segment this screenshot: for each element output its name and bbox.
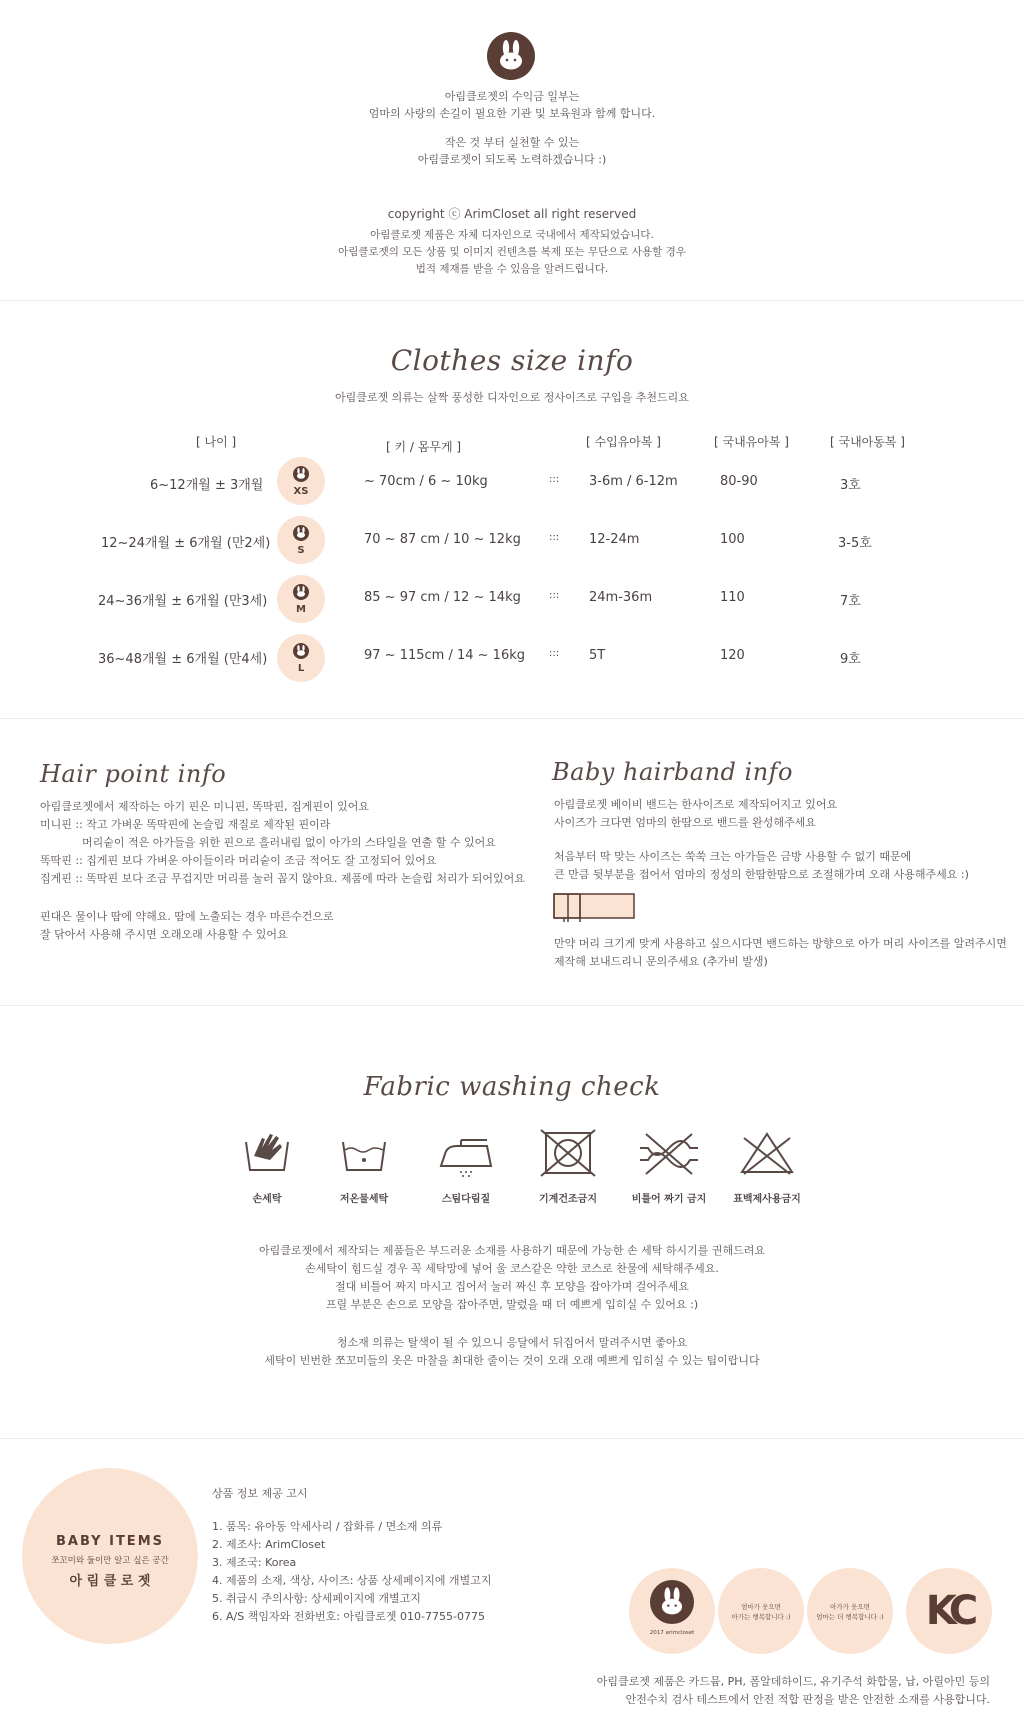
hair-point-text xyxy=(40,798,525,888)
notice-title: 상품 정보 제공 고시 xyxy=(212,1487,308,1500)
notice-item: 6. A/S 책임자와 전화번호: 아림클로젯 010-7755-0775 xyxy=(212,1610,485,1623)
divider xyxy=(0,1005,1024,1006)
divider xyxy=(0,718,1024,719)
row-domestic-infant: 110 xyxy=(720,590,745,605)
hairband-icon xyxy=(552,890,636,924)
no-wring-icon xyxy=(634,1128,704,1178)
icon-label: 비틀어 짜기 금지 xyxy=(631,1194,707,1205)
size-label: XS xyxy=(293,486,309,497)
notice-item: 4. 제품의 소재, 색상, 사이즈: 상품 상세페이지에 개별고지 xyxy=(212,1574,492,1587)
size-info-title: Clothes size info xyxy=(390,344,634,377)
steam-iron-icon xyxy=(431,1128,501,1178)
hairband-text-2 xyxy=(554,848,969,884)
row-domestic-child: 3-5호 xyxy=(838,536,872,551)
intro-line: 아림클로젯의 수익금 일부는 xyxy=(444,90,580,103)
size-badge-xs xyxy=(277,457,325,505)
washing-line: 프릴 부분은 손으로 모양을 잡아주면, 말렸을 때 더 예쁘게 입히실 수 있어요 :) xyxy=(325,1298,699,1311)
notice-line: 아림클로젯 제품은 자체 디자인으로 국내에서 제작되었습니다. xyxy=(370,229,654,241)
notice-item: 1. 품목: 유아동 악세사리 / 잡화류 / 면소재 의류 xyxy=(212,1520,443,1533)
brand-name: 아 림 클 로 젯 xyxy=(69,1574,151,1589)
message-badge-baby xyxy=(807,1568,893,1654)
hair-line: 미니핀 :: 작고 가벼운 똑딱핀에 논슬립 재질로 제작된 핀이라 xyxy=(40,818,331,831)
hair-line: 머리숱이 적은 아가들을 위한 핀으로 흘러내림 없이 아가의 스타일을 연출 할 수 있어요 xyxy=(82,836,496,849)
divider xyxy=(0,1438,1024,1439)
washing-title: Fabric washing check xyxy=(363,1072,661,1102)
no-tumble-dry-icon xyxy=(533,1128,603,1178)
notice-line: 아림클로젯의 모든 상품 및 이미지 컨텐츠를 복제 또는 무단으로 사용할 경우 xyxy=(338,246,686,258)
hairband-line: 만약 머리 크기게 맞게 사용하고 싶으시다면 밴드하는 방향으로 아가 머리 사이즈를 알려주시면 xyxy=(554,937,1007,950)
hairband-line: 사이즈가 크다면 엄마의 한땀으로 밴드를 완성해주세요 xyxy=(554,816,816,829)
icon-label: 표백제사용금지 xyxy=(733,1194,801,1205)
bunny-icon xyxy=(277,516,325,546)
hair-line: 똑딱핀 :: 집게핀 보다 가벼운 아이들이라 머리숱이 조금 적어도 잘 고정되어 있어요 xyxy=(40,854,437,867)
hairband-text-3 xyxy=(554,935,1007,971)
row-height-weight: ~ 70cm / 6 ~ 10kg xyxy=(364,474,488,489)
bunny-icon xyxy=(277,575,325,605)
notice-list xyxy=(212,1518,491,1626)
row-separator: ::: xyxy=(549,648,560,659)
icon-label: 스팀다림질 xyxy=(441,1194,491,1205)
bunny-icon xyxy=(277,634,325,664)
size-label: M xyxy=(296,604,306,615)
row-separator: ::: xyxy=(549,474,560,485)
notice-item: 2. 제조사: ArimCloset xyxy=(212,1538,326,1551)
washing-line: 세탁이 빈번한 쪼꼬미들의 옷은 마찰을 최대한 줄이는 것이 오래 오래 예쁘게 입히실 수 있는 팁이랍니다 xyxy=(264,1354,760,1367)
badge-line: 엄마는 더 행복합니다 :) xyxy=(816,1613,884,1621)
header-age: [ 나이 ] xyxy=(196,435,237,449)
safety-notice xyxy=(480,1673,990,1709)
divider xyxy=(0,300,1024,301)
hair-point-title: Hair point info xyxy=(40,760,227,788)
row-import: 3-6m / 6-12m xyxy=(589,474,678,489)
brand-top: BABY ITEMS xyxy=(56,1534,164,1549)
hairband-line: 제작해 보내드리니 문의주세요 (추가비 발생) xyxy=(554,955,768,968)
safety-line: 아림클로젯 제품은 카드뮴, PH, 폼알데하이드, 유기주석 화합물, 납, 아릴아민 등의 xyxy=(596,1675,990,1688)
intro-text xyxy=(0,88,1024,122)
badge-line: 아가가 웃으면 xyxy=(830,1603,870,1611)
washing-line: 손세탁이 힘드실 경우 꼭 세탁망에 넣어 울 코스같은 약한 코스로 찬물에 세탁해주세요. xyxy=(305,1262,719,1275)
safety-line: 안전수치 검사 테스트에서 안전 적합 판정을 받은 안전한 소재를 사용합니다. xyxy=(625,1693,990,1706)
washing-line: 절대 비틀어 짜지 마시고 집어서 눌러 짜신 후 모양을 잡아가며 걸어주세요 xyxy=(335,1280,689,1293)
kc-mark-icon: KC xyxy=(925,1588,973,1634)
hairband-line: 아림클로젯 베이비 밴드는 한사이즈로 제작되어지고 있어요 xyxy=(554,798,838,811)
row-age: 36~48개월 ± 6개월 (만4세) xyxy=(98,652,268,667)
size-badge-l xyxy=(277,634,325,682)
row-import: 12-24m xyxy=(589,532,640,547)
row-domestic-infant: 100 xyxy=(720,532,745,547)
washing-text-2 xyxy=(0,1334,1024,1370)
promise-line: 아림클로젯이 되도록 노력하겠습니다 :) xyxy=(417,153,607,166)
brand-circle xyxy=(22,1468,198,1644)
message-badge-mom xyxy=(718,1568,804,1654)
hairband-title: Baby hairband info xyxy=(552,758,793,786)
bunny-icon xyxy=(650,1580,694,1624)
row-separator: ::: xyxy=(549,532,560,543)
icon-label: 기계건조금지 xyxy=(539,1194,597,1205)
no-bleach-icon xyxy=(732,1128,802,1178)
row-height-weight: 70 ~ 87 cm / 10 ~ 12kg xyxy=(364,532,521,547)
intro-line: 엄마의 사랑의 손길이 필요한 기관 및 보육원과 함께 합니다. xyxy=(368,107,656,120)
hairband-line: 처음부터 딱 맞는 사이즈는 쑥쑥 크는 아가들은 금방 사용할 수 없기 때문에 xyxy=(554,850,912,863)
header-height-weight: [ 키 / 몸무게 ] xyxy=(386,440,462,454)
hair-care-text xyxy=(40,908,334,944)
bunny-icon xyxy=(277,457,325,487)
header-import: [ 수입유아복 ] xyxy=(586,435,661,449)
size-info-subtitle: 아림클로젯 의류는 살짝 풍성한 디자인으로 정사이즈로 구입을 추천드리요 xyxy=(335,391,689,404)
hair-line: 집게핀 :: 똑딱핀 보다 조금 무겁지만 머리를 눌러 꼽지 않아요. 제품에 따라 논슬립 처리가 되어있어요 xyxy=(40,872,525,885)
hand-wash-icon xyxy=(232,1128,302,1178)
notice-item: 5. 취급시 주의사항: 상세페이지에 개별고지 xyxy=(212,1592,421,1605)
row-import: 5T xyxy=(589,648,606,663)
row-domestic-child: 3호 xyxy=(840,478,861,493)
size-badge-m xyxy=(277,575,325,623)
size-badge-s xyxy=(277,516,325,564)
row-import: 24m-36m xyxy=(589,590,653,605)
size-label: S xyxy=(297,545,305,556)
copyright: copyright ⓒ ArimCloset all right reserved xyxy=(387,207,637,221)
hair-care-line: 잘 닦아서 사용해 주시면 오래오래 사용할 수 있어요 xyxy=(40,928,288,941)
kc-badge xyxy=(906,1568,992,1654)
badge-line: 아가는 행복합니다 :) xyxy=(731,1613,791,1621)
copyright-notice xyxy=(0,227,1024,278)
row-height-weight: 97 ~ 115cm / 14 ~ 16kg xyxy=(364,648,525,663)
icon-label: 저온물세탁 xyxy=(339,1194,389,1205)
row-separator: ::: xyxy=(549,590,560,601)
washing-line: 아림클로젯에서 제작되는 제품들은 부드러운 소재를 사용하기 때문에 가능한 손 세탁 하시기를 권해드려요 xyxy=(258,1244,765,1257)
hairband-fold-illustration xyxy=(552,890,636,924)
header-domestic-infant: [ 국내유아복 ] xyxy=(714,435,789,449)
hair-care-line: 핀대은 물이나 땀에 약해요. 땀에 노출되는 경우 마른수건으로 xyxy=(40,910,334,923)
washing-line: 청소재 의류는 탈색이 될 수 있으니 응달에서 뒤집어서 말려주시면 좋아요 xyxy=(336,1336,688,1349)
promise-line: 작은 것 부터 실천할 수 있는 xyxy=(444,136,580,149)
row-domestic-child: 9호 xyxy=(840,652,861,667)
row-age: 12~24개월 ± 6개월 (만2세) xyxy=(101,536,271,551)
promise-text xyxy=(0,134,1024,168)
row-domestic-child: 7호 xyxy=(840,594,861,609)
row-domestic-infant: 120 xyxy=(720,648,745,663)
notice-line: 법적 제재를 받을 수 있음을 알려드립니다. xyxy=(415,263,609,275)
header-domestic-child: [ 국내아동복 ] xyxy=(830,435,905,449)
hairband-line: 큰 만큼 뒷부분을 접어서 엄마의 정성의 한땀한땀으로 조절해가며 오래 사용해주세요 :) xyxy=(554,868,969,881)
brand-bunny-logo xyxy=(487,32,535,80)
row-age: 24~36개월 ± 6개월 (만3세) xyxy=(98,594,268,609)
washing-text xyxy=(0,1242,1024,1314)
hairband-text xyxy=(554,796,837,832)
bunny-icon xyxy=(487,32,535,80)
icon-label: 손세탁 xyxy=(252,1194,282,1205)
brand-badge xyxy=(629,1568,715,1654)
brand-tagline: 쪼꼬미와 둘이만 알고 싶은 공간 xyxy=(51,1556,169,1566)
row-height-weight: 85 ~ 97 cm / 12 ~ 14kg xyxy=(364,590,521,605)
low-temp-wash-icon xyxy=(329,1128,399,1178)
row-age: 6~12개월 ± 3개월 xyxy=(150,478,264,493)
hair-line: 아림클로젯에서 제작하는 아기 핀은 미니핀, 똑딱핀, 집게핀이 있어요 xyxy=(40,800,369,813)
row-domestic-infant: 80-90 xyxy=(720,474,758,489)
size-label: L xyxy=(297,663,305,674)
badge-brand-text: 2017 arimcloset xyxy=(649,1630,695,1636)
badge-line: 엄마가 웃으면 xyxy=(741,1603,781,1611)
notice-item: 3. 제조국: Korea xyxy=(212,1556,297,1569)
